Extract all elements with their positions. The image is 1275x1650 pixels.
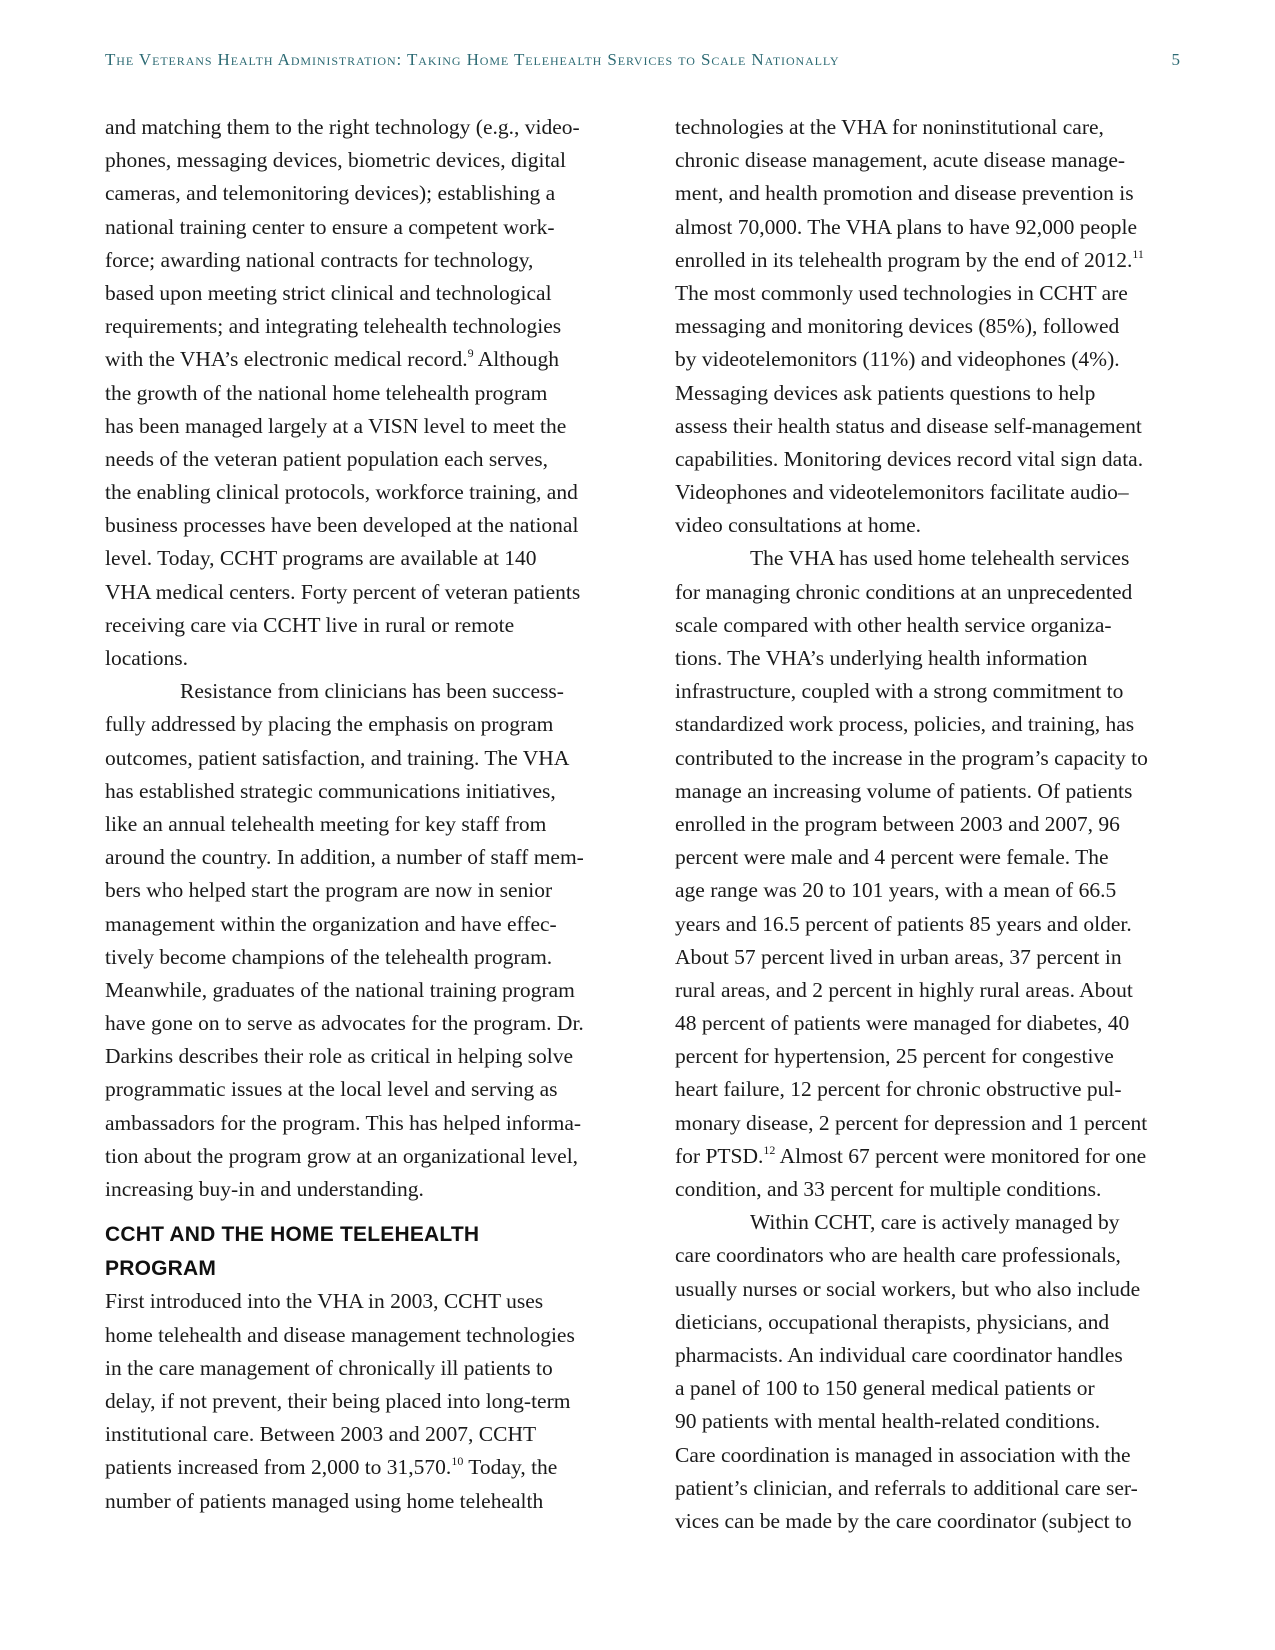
text-segment: patients increased from 2,000 to 31,570.: [105, 1455, 452, 1480]
text-line: management within the organization and have effec-: [105, 911, 557, 936]
text-line: technologies at the VHA for noninstitutional care,: [675, 115, 1104, 139]
paragraph: [105, 1285, 625, 1517]
text-line: receiving care via CCHT live in rural or remote: [105, 612, 515, 637]
text-line: level. Today, CCHT programs are available at 140: [105, 546, 537, 571]
text-line: years and 16.5 percent of patients 85 years and older.: [675, 911, 1132, 936]
text-line: video consultations at home.: [675, 513, 922, 538]
text-line: needs of the veteran patient population each serves,: [105, 446, 548, 471]
footnote-ref: 12: [763, 1142, 776, 1157]
text-line: tion about the program grow at an organizational level,: [105, 1143, 579, 1168]
text-line: the enabling clinical protocols, workforce training, and: [105, 480, 578, 505]
text-line: First introduced into the VHA in 2003, CCHT uses: [105, 1289, 544, 1314]
text-line: cameras, and telemonitoring devices); establishing a: [105, 181, 556, 206]
text-line: the growth of the national home telehealth program: [105, 380, 548, 405]
text-line: has established strategic communications initiatives,: [105, 778, 556, 803]
text-line: ambassadors for the program. This has helped informa-: [105, 1110, 582, 1135]
text-line: care coordinators who are health care professionals,: [675, 1243, 1121, 1268]
footnote-ref: 9: [467, 346, 474, 361]
text-line: infrastructure, coupled with a strong commitment to: [675, 679, 1124, 704]
text-line: contributed to the increase in the program’s capacity to: [675, 745, 1148, 770]
text-line: chronic disease management, acute disease manage-: [675, 148, 1126, 173]
text-line: condition, and 33 percent for multiple conditions.: [675, 1177, 1102, 1201]
heading-line: PROGRAM: [105, 1256, 217, 1280]
text-line: enrolled in the program between 2003 and 2007, 96: [675, 811, 1120, 836]
paragraph: [675, 542, 1195, 1206]
right-column: [675, 111, 1195, 1538]
text-line: force; awarding national contracts for technology,: [105, 247, 534, 272]
text-line: The most commonly used technologies in CCHT are: [675, 280, 1128, 305]
text-line: The VHA has used home telehealth services: [750, 546, 1130, 571]
text-line: pharmacists. An individual care coordinator handles: [675, 1342, 1123, 1367]
text-line: outcomes, patient satisfaction, and training. The VHA: [105, 745, 570, 770]
paragraph: [675, 111, 1195, 542]
text-line: age range was 20 to 101 years, with a mean of 66.5: [675, 878, 1117, 903]
text-line: locations.: [105, 646, 188, 670]
text-line: dieticians, occupational therapists, physicians, and: [675, 1309, 1110, 1334]
text-line: assess their health status and disease self-management: [675, 413, 1142, 438]
text-line: Darkins describes their role as critical in helping solve: [105, 1044, 574, 1069]
running-header: [105, 50, 1180, 76]
text-line: [105, 343, 625, 376]
text-line: 48 percent of patients were managed for diabetes, 40: [675, 1011, 1130, 1036]
text-line: Messaging devices ask patients questions to help: [675, 380, 1096, 405]
text-segment: with the VHA’s electronic medical record.: [105, 347, 468, 372]
text-line: fully addressed by placing the emphasis on program: [105, 712, 554, 737]
text-line: [105, 1451, 625, 1484]
text-line: a panel of 100 to 150 general medical patients or: [675, 1376, 1095, 1401]
text-line: requirements; and integrating telehealth technologies: [105, 314, 562, 339]
text-line: like an annual telehealth meeting for key staff from: [105, 811, 547, 836]
text-segment: for PTSD.: [675, 1143, 764, 1168]
paragraph: [105, 675, 625, 1206]
paragraph: [105, 111, 625, 675]
text-line: has been managed largely at a VISN level to meet the: [105, 413, 567, 438]
text-line: ment, and health promotion and disease prevention is: [675, 181, 1134, 206]
text-line: for managing chronic conditions at an unprecedented: [675, 579, 1133, 604]
text-line: percent were male and 4 percent were female. The: [675, 845, 1109, 870]
left-column: [105, 111, 625, 1518]
text-line: national training center to ensure a competent work-: [105, 214, 555, 239]
text-segment: Today, the: [463, 1455, 558, 1480]
text-line: tions. The VHA’s underlying health information: [675, 646, 1088, 670]
text-line: bers who helped start the program are now in senior: [105, 878, 553, 903]
text-line: delay, if not prevent, their being placed into long-term: [105, 1388, 571, 1413]
text-line: increasing buy-in and understanding.: [105, 1177, 424, 1201]
section-heading: [105, 1218, 625, 1285]
text-line: in the care management of chronically ill patients to: [105, 1355, 553, 1380]
text-line: Within CCHT, care is actively managed by: [750, 1210, 1120, 1235]
footnote-ref: 10: [451, 1454, 464, 1469]
text-line: [675, 244, 1195, 277]
text-line: usually nurses or social workers, but who also include: [675, 1276, 1141, 1301]
text-line: capabilities. Monitoring devices record vital sign data.: [675, 446, 1144, 471]
text-line: standardized work process, policies, and training, has: [675, 712, 1135, 737]
text-line: 90 patients with mental health-related conditions.: [675, 1409, 1101, 1434]
text-line: patient’s clinician, and referrals to additional care ser-: [675, 1475, 1138, 1500]
heading-line: CCHT AND THE HOME TELEHEALTH: [105, 1223, 480, 1247]
text-line: monary disease, 2 percent for depression and 1 percent: [675, 1110, 1148, 1135]
section-spacer: [105, 1206, 625, 1218]
text-line: have gone on to serve as advocates for the program. Dr.: [105, 1011, 584, 1036]
text-line: institutional care. Between 2003 and 2007, CCHT: [105, 1422, 537, 1447]
text-line: phones, messaging devices, biometric devices, digital: [105, 148, 566, 173]
text-line: Care coordination is managed in association with the: [675, 1442, 1131, 1467]
text-line: Meanwhile, graduates of the national training program: [105, 977, 575, 1002]
text-line: around the country. In addition, a number of staff mem-: [105, 845, 584, 870]
running-title: The Veterans Health Administration: Taking Home Telehealth Services to Scale Nationally: [105, 50, 840, 69]
text-line: almost 70,000. The VHA plans to have 92,000 people: [675, 214, 1137, 239]
text-line: About 57 percent lived in urban areas, 37 percent in: [675, 944, 1122, 969]
text-line: tively become champions of the telehealth program.: [105, 944, 553, 969]
text-segment: Although: [473, 347, 560, 372]
text-line: percent for hypertension, 25 percent for congestive: [675, 1044, 1114, 1069]
text-line: by videotelemonitors (11%) and videophones (4%).: [675, 347, 1120, 372]
text-segment: enrolled in its telehealth program by the end of 2012.: [675, 247, 1133, 272]
paragraph: [675, 1206, 1195, 1538]
text-line: Videophones and videotelemonitors facilitate audio–: [675, 480, 1129, 505]
page-number: 5: [1171, 50, 1180, 69]
text-line: rural areas, and 2 percent in highly rural areas. About: [675, 977, 1133, 1002]
text-line: heart failure, 12 percent for chronic obstructive pul-: [675, 1077, 1122, 1102]
text-line: VHA medical centers. Forty percent of veteran patients: [105, 579, 581, 604]
text-line: business processes have been developed at the national: [105, 513, 579, 538]
footnote-ref: 11: [1132, 246, 1144, 261]
text-line: Resistance from clinicians has been success-: [180, 679, 564, 704]
text-line: manage an increasing volume of patients. Of patients: [675, 778, 1133, 803]
text-line: scale compared with other health service organiza-: [675, 612, 1112, 637]
text-line: home telehealth and disease management technologies: [105, 1322, 575, 1347]
text-segment: Almost 67 percent were monitored for one: [775, 1143, 1147, 1168]
text-line: and matching them to the right technology (e.g., video-: [105, 115, 580, 139]
text-line: vices can be made by the care coordinator (subject to: [675, 1508, 1132, 1533]
text-line: number of patients managed using home telehealth: [105, 1488, 544, 1513]
text-line: [675, 1140, 1195, 1173]
text-line: messaging and monitoring devices (85%), followed: [675, 314, 1120, 339]
text-line: based upon meeting strict clinical and technological: [105, 280, 552, 305]
text-line: programmatic issues at the local level and serving as: [105, 1077, 558, 1102]
